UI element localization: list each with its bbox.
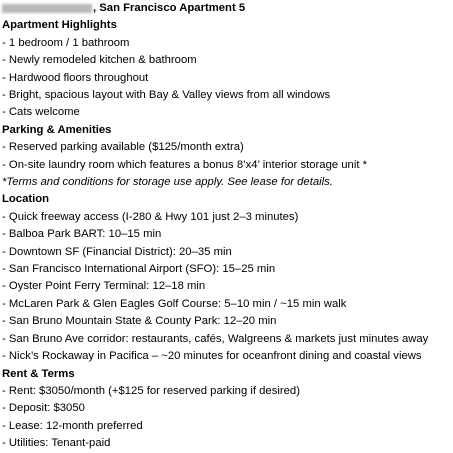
list-item: - Nick’s Rockaway in Pacifica – ~20 minutes for oceanfront dining and coastal views xyxy=(2,350,422,363)
list-item: - Bright, spacious layout with Bay & Valley views from all windows xyxy=(2,89,331,102)
redacted-address xyxy=(2,4,92,13)
list-item: - San Francisco International Airport (SFO): 15–25 min xyxy=(2,263,276,276)
list-item: - Quick freeway access (I-280 & Hwy 101 just 2–3 minutes) xyxy=(2,210,299,223)
section-heading-location: Location xyxy=(2,193,50,206)
list-item: - Downtown SF (Financial District): 20–35 min xyxy=(2,245,232,258)
storage-terms-note: *Terms and conditions for storage use apply. See lease for details. xyxy=(2,176,333,189)
section-heading-highlights: Apartment Highlights xyxy=(2,19,117,32)
listing-title-row xyxy=(2,0,453,17)
section-heading-parking: Parking & Amenities xyxy=(2,123,112,136)
list-item: - Reserved parking available ($125/month extra) xyxy=(2,141,244,154)
list-item: - On-site laundry room which features a bonus 8’x4’ interior storage unit * xyxy=(2,158,368,171)
list-item: - Deposit: $3050 xyxy=(2,402,85,415)
list-item: - Rent: $3050/month (+$125 for reserved parking if desired) xyxy=(2,384,300,397)
list-item: - McLaren Park & Glen Eagles Golf Course: 5–10 min / ~15 min walk xyxy=(2,297,347,310)
listing-title: , San Francisco Apartment 5 xyxy=(93,2,246,14)
list-item: - Utilities: Tenant-paid xyxy=(2,437,111,450)
list-item: - San Bruno Ave corridor: restaurants, cafés, Walgreens & markets just minutes away xyxy=(2,332,429,345)
list-item: - Balboa Park BART: 10–15 min xyxy=(2,228,162,241)
list-item: - Lease: 12-month preferred xyxy=(2,419,143,432)
list-item: - Cats welcome xyxy=(2,106,80,119)
list-item: - Hardwood floors throughout xyxy=(2,71,149,84)
section-heading-rent: Rent & Terms xyxy=(2,367,75,380)
list-item: - San Bruno Mountain State & County Park: 12–20 min xyxy=(2,315,277,328)
list-item: - Oyster Point Ferry Terminal: 12–18 min xyxy=(2,280,206,293)
list-item: - 1 bedroom / 1 bathroom xyxy=(2,36,130,49)
list-item: - Newly remodeled kitchen & bathroom xyxy=(2,54,197,67)
